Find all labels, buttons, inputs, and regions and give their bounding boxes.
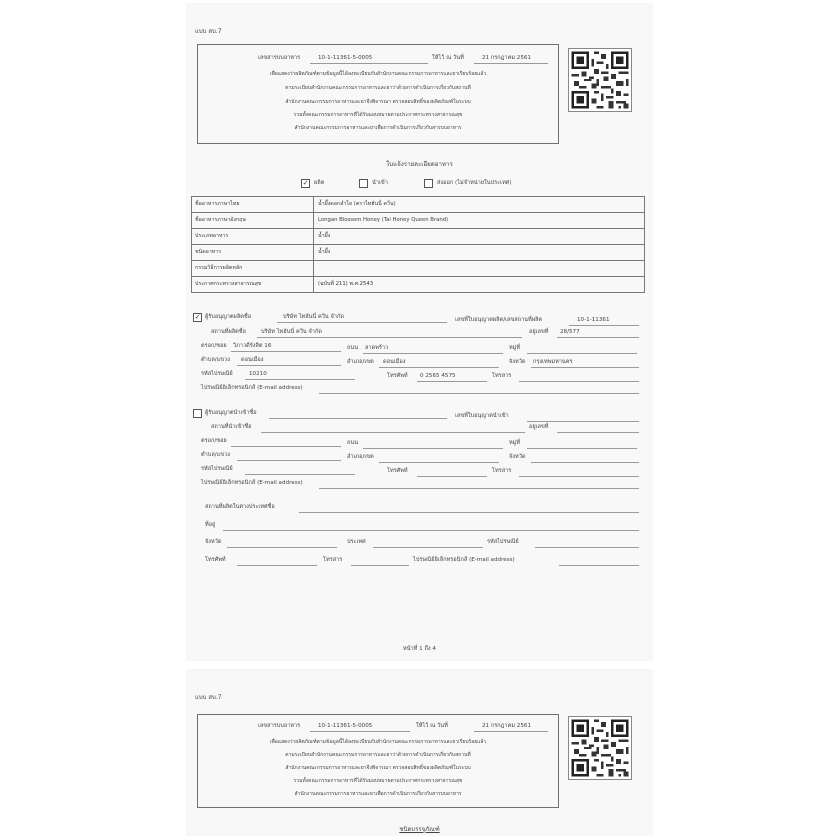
imp-soi-label: ตรอก/ซอย xyxy=(201,438,227,444)
mfr-license-label: เลขที่ใบอนุญาตผลิต/เลขสถานที่ผลิต xyxy=(455,317,543,323)
packaging-title: ชนิดบรรจุภัณฑ์ xyxy=(399,826,440,833)
option-import-checkbox[interactable] xyxy=(359,179,368,188)
mfr-district-value: ดอนเมือง xyxy=(383,359,406,365)
imp-address-no-label: อยู่เลขที่ xyxy=(529,424,549,430)
form-code-2: แบบ สบ.7 xyxy=(195,694,222,701)
mfr-moo-label: หมู่ที่ xyxy=(509,345,521,351)
table-row: ชนิดอาหาร น้ำผึ้ง xyxy=(192,245,644,261)
imp-moo-label: หมู่ที่ xyxy=(509,440,521,446)
foreign-address-label: ที่อยู่ xyxy=(205,522,216,528)
option-import-label: นำเข้า xyxy=(372,180,388,186)
header-box-2 xyxy=(197,714,559,808)
option-manufacture-label: ผลิต xyxy=(314,180,325,186)
page-number: หน้าที่ 1 ถึง 4 xyxy=(403,646,436,652)
mfr-road-value: ลาดพร้าว xyxy=(365,345,389,351)
imp-postcode-label: รหัสไปรษณีย์ xyxy=(201,466,233,472)
option-export-checkbox[interactable] xyxy=(424,179,433,188)
header-note-1: เพื่อแสดงว่าผลิตภัณฑ์ตามข้อมูลนี้ได้ลงทะเบียนกับสำนักงานคณะกรรมการอาหารและยาเรียบร้อยแล้ว xyxy=(269,71,487,77)
imp-fax-label: โทรสาร xyxy=(492,468,512,474)
option-manufacture-checkbox[interactable]: ✓ xyxy=(302,179,309,187)
header-note-3: สำนักงานคณะกรรมการอาหารและยาจึงพิจารณา ตรวจสอบสิทธิ์ของผลิตภัณฑ์ในระบบ xyxy=(285,99,471,105)
foreign-country-label: ประเทศ xyxy=(347,539,366,545)
doc-number: 10-1-11361-5-0005 xyxy=(318,55,373,61)
foreign-postcode-label: รหัสไปรษณีย์ xyxy=(487,539,519,545)
mfr-province-label: จังหวัด xyxy=(509,359,526,365)
mfr-email-label: ไปรษณีย์อิเล็กทรอนิกส์ (E-mail address) xyxy=(201,385,303,391)
mfr-road-label: ถนน xyxy=(347,345,359,351)
mfr-province-value: กรุงเทพมหานคร xyxy=(533,359,573,365)
foreign-place-label: สถานที่ผลิตในต่างประเทศชื่อ xyxy=(205,504,275,510)
table-row: ชื่ออาหารภาษาไทย น้ำผึ้งดอกลำไย (ตราไทฮันนี่ ควีน) xyxy=(192,197,644,213)
table-row: ประเภทอาหาร น้ำผึ้ง xyxy=(192,229,644,245)
imp-subdistrict-label: ตำบล/แขวง xyxy=(201,452,230,458)
mfr-soi-value: วิภาวดีรังสิต 16 xyxy=(233,343,272,349)
form-code: แบบ สบ.7 xyxy=(195,28,222,35)
qr-code-icon xyxy=(568,48,632,112)
imp-province-label: จังหวัด xyxy=(509,454,526,460)
qr-code-icon-2 xyxy=(568,716,632,780)
issue-date: 21 กรกฎาคม 2561 xyxy=(482,55,532,61)
foreign-province-label: จังหวัด xyxy=(205,539,222,545)
mfr-subdistrict-label: ตำบล/แขวง xyxy=(201,357,230,363)
mfr-title-value: บริษัท ไทฮันนี่ ควีน จำกัด xyxy=(283,314,344,320)
imp-title-label: ผู้รับอนุญาตนำเข้าชื่อ xyxy=(205,410,257,416)
mfr-postcode-label: รหัสไปรษณีย์ xyxy=(201,371,233,377)
mfr-fax-label: โทรสาร xyxy=(492,373,512,379)
header-note-4: รวมทั้งคณะกรรมการอาหารที่ได้รับมอบหมายตามประกาศกระทรวงสาธารณสุข xyxy=(293,112,463,118)
issue-date-label-2: ให้ไว้ ณ วันที่ xyxy=(416,723,448,729)
doc-number-2: 10-1-11361-5-0005 xyxy=(318,723,373,729)
document-page-1 xyxy=(187,4,652,660)
header-note-5: สำนักงานคณะกรรมการอาหารและยาเพื่อการดำเนินการเกี่ยวกับสารบบอาหาร xyxy=(294,125,462,131)
mfr-place-value: บริษัท ไทฮันนี่ ควีน จำกัด xyxy=(261,329,322,335)
imp-license-label: เลขที่ใบอนุญาตนำเข้า xyxy=(455,413,509,419)
header-note-2: ตามระเบียบสำนักงานคณะกรรมการอาหารและยาว่าด้วยการดำเนินการเกี่ยวกับสถานที่ xyxy=(285,85,471,91)
food-info-table xyxy=(191,196,645,293)
header2-note-5: สำนักงานคณะกรรมการอาหารและยาเพื่อการดำเนินการเกี่ยวกับสารบบอาหาร xyxy=(294,791,462,797)
foreign-fax-label: โทรสาร xyxy=(323,557,343,563)
doc-number-label-2: เลขสารบบอาหาร xyxy=(258,723,301,729)
document-page-2 xyxy=(187,670,652,836)
foreign-phone-label: โทรศัพท์ xyxy=(205,557,226,563)
mfr-place-label: สถานที่ผลิตชื่อ xyxy=(211,329,246,335)
mfr-soi-label: ตรอก/ซอย xyxy=(201,343,227,349)
mfr-postcode-value: 10210 xyxy=(249,371,267,377)
header-box xyxy=(197,44,559,144)
header2-note-1: เพื่อแสดงว่าผลิตภัณฑ์ตามข้อมูลนี้ได้ลงทะเบียนกับสำนักงานคณะกรรมการอาหารและยาเรียบร้อยแล้ว xyxy=(269,739,487,745)
issue-date-2: 21 กรกฎาคม 2561 xyxy=(482,723,532,729)
mfr-phone-label: โทรศัพท์ xyxy=(387,373,408,379)
foreign-email-label: ไปรษณีย์อิเล็กทรอนิกส์ (E-mail address) xyxy=(413,557,515,563)
imp-district-label: อำเภอ/เขต xyxy=(347,454,374,460)
mfr-district-label: อำเภอ/เขต xyxy=(347,359,374,365)
doc-number-label: เลขสารบบอาหาร xyxy=(258,55,301,61)
mfr-phone-value: 0 2565 4575 xyxy=(420,373,456,379)
manufacturer-checkbox[interactable]: ✓ xyxy=(194,313,201,321)
mfr-subdistrict-value: ดอนเมือง xyxy=(241,357,264,363)
table-row: กรรมวิธีการผลิตหลัก xyxy=(192,261,644,277)
mfr-title-label: ผู้รับอนุญาตผลิตชื่อ xyxy=(205,314,252,320)
imp-email-label: ไปรษณีย์อิเล็กทรอนิกส์ (E-mail address) xyxy=(201,480,303,486)
imp-road-label: ถนน xyxy=(347,440,359,446)
option-export-label: ส่งออก (ไม่จำหน่ายในประเทศ) xyxy=(437,180,512,186)
mfr-address-no-label: อยู่เลขที่ xyxy=(529,329,549,335)
importer-checkbox[interactable] xyxy=(193,409,202,418)
mfr-address-no-value: 28/577 xyxy=(560,329,580,335)
header2-note-4: รวมทั้งคณะกรรมการอาหารที่ได้รับมอบหมายตามประกาศกระทรวงสาธารณสุข xyxy=(293,778,463,784)
imp-place-label: สถานที่นำเข้าชื่อ xyxy=(211,424,252,430)
table-row: ชื่ออาหารภาษาอังกฤษ Longan Blossom Honey (Tai Honey Queen Brand) xyxy=(192,213,644,229)
table-row: ประกาศกระทรวงสาธารณสุข (ฉบับที่ 211) พ.ศ.2543 xyxy=(192,277,644,293)
mfr-license-value: 10-1-11361 xyxy=(577,317,610,323)
issue-date-label: ให้ไว้ ณ วันที่ xyxy=(432,55,464,61)
imp-phone-label: โทรศัพท์ xyxy=(387,468,408,474)
form-title: ใบแจ้งรายละเอียดอาหาร xyxy=(386,161,453,168)
header2-note-2: ตามระเบียบสำนักงานคณะกรรมการอาหารและยาว่าด้วยการดำเนินการเกี่ยวกับสถานที่ xyxy=(285,752,471,758)
header2-note-3: สำนักงานคณะกรรมการอาหารและยาจึงพิจารณา ตรวจสอบสิทธิ์ของผลิตภัณฑ์ในระบบ xyxy=(285,765,471,771)
